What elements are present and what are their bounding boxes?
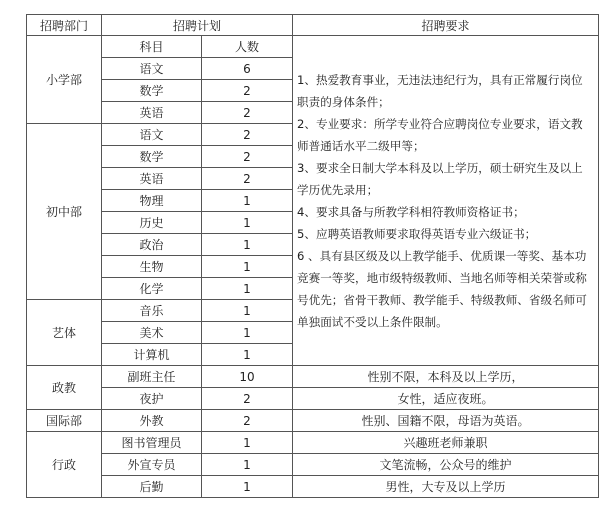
count-cell: 1 <box>202 476 293 498</box>
subheader-subject: 科目 <box>102 36 202 58</box>
subject-cell: 物理 <box>102 190 202 212</box>
count-cell: 1 <box>202 344 293 366</box>
note-library: 兴趣班老师兼职 <box>293 432 599 454</box>
subject-cell: 夜护 <box>102 388 202 410</box>
count-cell: 2 <box>202 124 293 146</box>
count-cell: 2 <box>202 102 293 124</box>
dept-primary: 小学部 <box>27 36 102 124</box>
header-dept: 招聘部门 <box>27 15 102 36</box>
count-cell: 2 <box>202 80 293 102</box>
dept-admin: 行政 <box>27 432 102 498</box>
requirement-item: 4、要求具备与所教学科相符教师资格证书； <box>297 204 525 219</box>
count-cell: 1 <box>202 322 293 344</box>
count-cell: 1 <box>202 432 293 454</box>
subject-cell: 数学 <box>102 146 202 168</box>
count-cell: 2 <box>202 146 293 168</box>
count-cell: 2 <box>202 168 293 190</box>
count-cell: 10 <box>202 366 293 388</box>
header-requirements: 招聘要求 <box>293 15 599 36</box>
recruitment-table <box>26 14 599 498</box>
count-cell: 1 <box>202 234 293 256</box>
header-plan: 招聘计划 <box>102 15 293 36</box>
requirement-item: 6 、具有县区级及以上教学能手、优质课一等奖、基本功竞赛一等奖，地市级特级教师、当地名师等相关荣誉或称号优先；省骨干教师、教学能手、特级教师、省级名师可单独面试不受以上条件限制。 <box>297 248 587 329</box>
requirement-item: 1、热爱教育事业，无违法违纪行为，具有正常履行岗位职责的身体条件； <box>297 72 583 109</box>
count-cell: 1 <box>202 256 293 278</box>
subject-cell: 语文 <box>102 58 202 80</box>
subject-cell: 音乐 <box>102 300 202 322</box>
count-cell: 1 <box>202 212 293 234</box>
subject-cell: 计算机 <box>102 344 202 366</box>
subject-cell: 化学 <box>102 278 202 300</box>
subject-cell: 后勤 <box>102 476 202 498</box>
subject-cell: 生物 <box>102 256 202 278</box>
dept-arts: 艺体 <box>27 300 102 366</box>
dept-politics: 政教 <box>27 366 102 410</box>
subject-cell: 英语 <box>102 102 202 124</box>
note-night: 女性，适应夜班。 <box>293 388 599 410</box>
requirement-item: 3、要求全日制大学本科及以上学历，硕士研究生及以上学历优先录用； <box>297 160 583 197</box>
note-vice-head: 性别不限，本科及以上学历， <box>293 366 599 388</box>
subject-cell: 外教 <box>102 410 202 432</box>
note-logistics: 男性，大专及以上学历 <box>293 476 599 498</box>
count-cell: 6 <box>202 58 293 80</box>
requirement-item: 5、应聘英语教师要求取得英语专业六级证书； <box>297 226 537 241</box>
count-cell: 2 <box>202 410 293 432</box>
subject-cell: 外宣专员 <box>102 454 202 476</box>
subject-cell: 数学 <box>102 80 202 102</box>
count-cell: 1 <box>202 454 293 476</box>
subject-cell: 历史 <box>102 212 202 234</box>
requirements-cell <box>293 36 599 366</box>
count-cell: 1 <box>202 300 293 322</box>
count-cell: 1 <box>202 278 293 300</box>
subject-cell: 图书管理员 <box>102 432 202 454</box>
note-foreign: 性别、国籍不限，母语为英语。 <box>293 410 599 432</box>
dept-junior: 初中部 <box>27 124 102 300</box>
count-cell: 2 <box>202 388 293 410</box>
subject-cell: 政治 <box>102 234 202 256</box>
subject-cell: 语文 <box>102 124 202 146</box>
count-cell: 1 <box>202 190 293 212</box>
subject-cell: 副班主任 <box>102 366 202 388</box>
note-publicity: 文笔流畅，公众号的维护 <box>293 454 599 476</box>
requirement-item: 2、专业要求：所学专业符合应聘岗位专业要求，语文教师普通话水平二级甲等； <box>297 116 583 153</box>
subject-cell: 英语 <box>102 168 202 190</box>
subject-cell: 美术 <box>102 322 202 344</box>
subheader-count: 人数 <box>202 36 293 58</box>
dept-intl: 国际部 <box>27 410 102 432</box>
